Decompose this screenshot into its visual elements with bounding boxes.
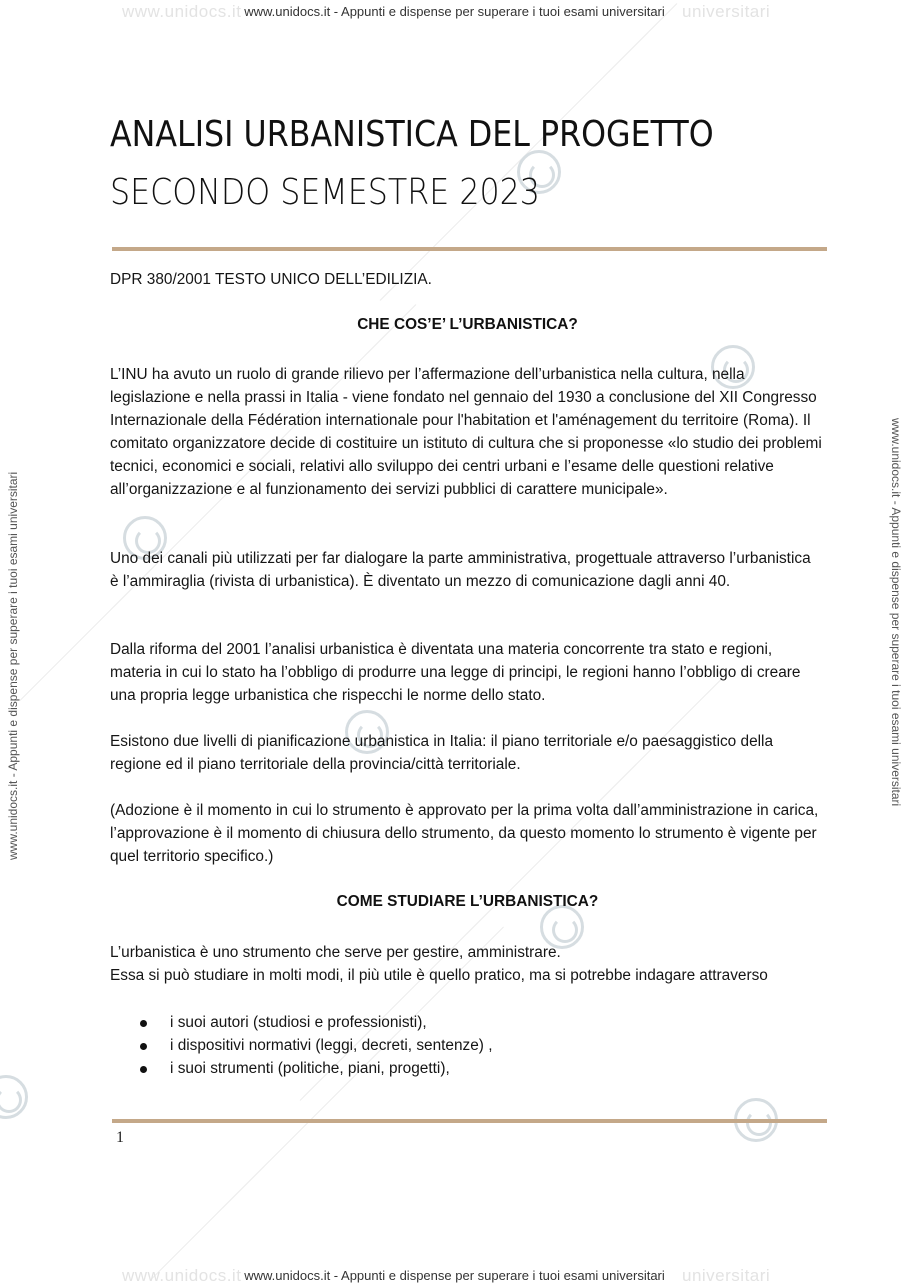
- intro-line: DPR 380/2001 TESTO UNICO DELL’EDILIZIA.: [110, 271, 432, 288]
- watermark-banner-left: www.unidocs.it - Appunti e dispense per superare i tuoi esami universitari: [6, 471, 20, 860]
- section-heading: CHE COS’E’ L’URBANISTICA?: [357, 316, 578, 333]
- paragraph: Esistono due livelli di pianificazione urbanistica in Italia: il piano territoriale e/o paesaggistico della regione ed il piano territoriale della provincia/città territoriale.: [110, 733, 774, 773]
- paragraph: Essa si può studiare in molti modi, il più utile è quello pratico, ma si potrebbe indagare attraverso: [110, 967, 768, 984]
- paragraph: (Adozione è il momento in cui lo strumento è approvato per la prima volta dall’amministrazione in carica, l’approvazione è il momento di chiusura dello strumento, da questo momento lo strumento è vigente per quel territorio specifico.): [110, 802, 819, 865]
- list-item: i suoi autori (studiosi e professionisti),: [110, 1011, 822, 1034]
- watermark-ghost-text: www.unidocs.it: [122, 2, 242, 21]
- divider-top: [112, 247, 827, 251]
- page-number: 1: [116, 1129, 124, 1146]
- watermark-banner-bottom: www.unidocs.it - Appunti e dispense per superare i tuoi esami universitari: [244, 1268, 665, 1283]
- paragraph: L’INU ha avuto un ruolo di grande rilievo per l’affermazione dell’urbanistica nella cultura, nella legislazione e nella prassi in Italia - viene fondato nel gennaio del 1930 a conclusione del XII Congresso Internazionale della Fédération internationale pour l'habitation et l'aménagement du territoire (Roma). Il comitato organizzatore decide di costituire un istituto di cultura che si proponesse «lo studio dei problemi tecnici, economici e sociali, relativi allo sviluppo dei centri urbani e l’esame delle questioni relative all’organizzazione e al funzionamento dei servizi pubblici di carattere municipale».: [110, 366, 822, 498]
- paragraph: Uno dei canali più utilizzati per far dialogare la parte amministrativa, progettuale attraverso l’urbanistica è l’ammiraglia (rivista di urbanistica). È diventato un mezzo di comunicazione dagli anni 40.: [110, 550, 811, 590]
- divider-bottom: [112, 1119, 827, 1123]
- watermark-ghost-text: universitari: [682, 1266, 771, 1285]
- document-subtitle: SECONDO SEMESTRE 2023: [110, 172, 540, 213]
- list-item: i dispositivi normativi (leggi, decreti, sentenze) ,: [110, 1034, 822, 1057]
- document-title: ANALISI URBANISTICA DEL PROGETTO: [110, 114, 714, 155]
- watermark-ghost-text: www.unidocs.it: [122, 1266, 242, 1285]
- paragraph: L’urbanistica è uno strumento che serve per gestire, amministrare.: [110, 944, 561, 961]
- watermark-banner-top: www.unidocs.it - Appunti e dispense per superare i tuoi esami universitari: [244, 4, 665, 19]
- bullet-list: [110, 1011, 822, 1080]
- paragraph: Dalla riforma del 2001 l’analisi urbanistica è diventata una materia concorrente tra stato e regioni, materia in cui lo stato ha l’obbligo di produrre una legge di principi, le regioni hanno l’obbligo di creare una propria legge urbanistica che rispecchi le norme dello stato.: [110, 641, 801, 704]
- section-heading: COME STUDIARE L’URBANISTICA?: [336, 893, 599, 910]
- watermark-ghost-text: universitari: [682, 2, 771, 21]
- watermark-banner-right: www.unidocs.it - Appunti e dispense per superare i tuoi esami universitari: [889, 418, 903, 807]
- list-item: i suoi strumenti (politiche, piani, progetti),: [110, 1057, 822, 1080]
- unidocs-logo-icon: [0, 1075, 28, 1119]
